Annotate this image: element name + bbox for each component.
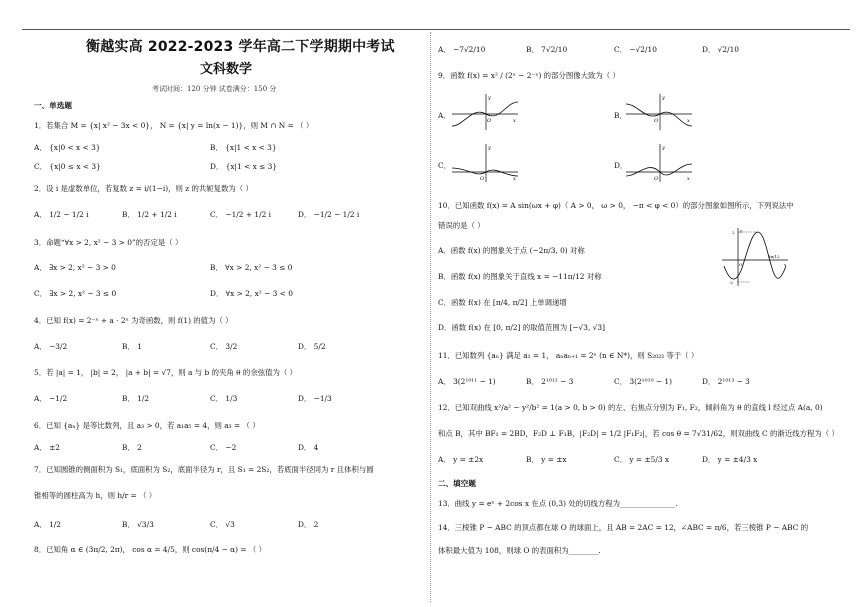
graph-b-y-label: y xyxy=(662,95,665,101)
question-12-line2: 和点 B，其中 BF₁ = 2BD，F₂D ⊥ F₁B，|F₂D| = 1/2 |F₁F₂|，若 cos θ = 7√31/62，则双曲线 C 的渐近线方程为（ ） xyxy=(438,429,839,438)
q2-option-a: A． 1/2 − 1/2 i xyxy=(34,210,89,219)
sine-x-label: x xyxy=(784,262,787,267)
graph-c-y-label: y xyxy=(488,145,491,151)
q3-option-c: C． ∃x > 2, x² − 3 ≤ 0 xyxy=(34,289,117,298)
q2-option-b: B． 1/2 + 1/2 i xyxy=(122,210,177,219)
question-7: 7．已知圆锥的侧面积为 S₁，底面积为 S₂，底面半径为 r，且 S₁ = 2S₂，若底面半径同为 r 且体积与圆 xyxy=(34,465,374,474)
q11-option-b: B． 2¹⁰¹² − 3 xyxy=(526,377,574,386)
q1-option-b: B． {x|1 < x < 3} xyxy=(210,143,277,152)
question-12: 12．已知双曲线 x²/a² − y²/b² = 1(a > 0, b > 0) 的左、右焦点分别为 F₁, F₂，倾斜角为 θ 的直线 l 经过点 A(a, 0) xyxy=(438,403,823,412)
graph-d-origin: O xyxy=(654,176,659,182)
q3-option-a: A． ∃x > 2, x² − 3 > 0 xyxy=(34,263,116,272)
question-1: 1．若集合 M = {x| x² − 3x < 0}， N = {x| y = ln(x − 1)}，则 M ∩ N = （ ） xyxy=(34,121,314,130)
q8-option-a: A． −7√2/10 xyxy=(438,45,486,54)
graph-b xyxy=(624,92,694,132)
graph-a-x-label: x xyxy=(513,118,516,124)
graph-d xyxy=(624,142,694,184)
q7-option-a: A． 1/2 xyxy=(34,520,61,529)
question-10: 10．已知函数 f(x) = A sin(ωx + φ)（ A > 0， ω > 0， −π < φ < 0）的部分图象如图所示，下列说法中 xyxy=(438,201,794,210)
q5-option-c: C． 1/3 xyxy=(210,394,238,403)
q10-option-a: A．函数 f(x) 的图象关于点 (−2π/3, 0) 对称 xyxy=(438,246,585,255)
q1-option-a: A． {x|0 < x < 3} xyxy=(34,143,101,152)
graph-c-origin: O xyxy=(480,176,485,182)
q4-option-a: A． −3/2 xyxy=(34,342,68,351)
q9-option-c: C． xyxy=(438,161,452,170)
graph-a xyxy=(450,92,520,132)
graph-d-x-label: x xyxy=(687,176,690,182)
q9-option-d: D． xyxy=(614,161,628,170)
q6-option-a: A． ±2 xyxy=(34,443,60,452)
sine-max-label: 2 xyxy=(732,230,735,235)
header-rule xyxy=(22,29,850,30)
graph-a-y-label: y xyxy=(488,95,491,101)
graph-c xyxy=(450,142,520,184)
question-2: 2．设 i 是虚数单位，若复数 z = i/(1−i)，则 z 的共轭复数为（ ） xyxy=(34,184,253,193)
q5-option-d: D． −1/3 xyxy=(298,394,332,403)
question-9: 9．函数 f(x) = x² / (2ˣ − 2⁻ˣ) 的部分图像大致为（ ） xyxy=(438,71,620,80)
q5-option-b: B． 1/2 xyxy=(122,394,150,403)
question-11: 11．已知数列 {aₙ} 满足 a₁ = 1， aₙaₙ₊₁ = 2ⁿ (n ∈ N*)，则 S₂₀₂₃ 等于（ ） xyxy=(438,351,699,360)
q6-option-b: B． 2 xyxy=(122,443,142,452)
q4-option-c: C． 3/2 xyxy=(210,342,238,351)
graph-c-x-label: x xyxy=(513,176,516,182)
q1-option-d: D． {x|1 < x ≤ 3} xyxy=(210,162,278,171)
q8-option-b: B． 7√2/10 xyxy=(526,45,568,54)
sine-origin: O xyxy=(739,262,743,267)
q2-option-c: C． −1/2 + 1/2 i xyxy=(210,210,271,219)
q2-option-d: D． −1/2 − 1/2 i xyxy=(298,210,360,219)
sine-y-label: y xyxy=(740,228,743,233)
q1-option-c: C． {x|0 ≤ x < 3} xyxy=(34,162,101,171)
q3-option-b: B． ∀x > 2, x² − 3 ≤ 0 xyxy=(210,263,293,272)
exam-meta: 考试时间：120 分钟 试卷满分：150 分 xyxy=(152,85,277,93)
graph-b-origin: O xyxy=(654,118,659,124)
q3-option-d: D． ∀x > 2, x² − 3 < 0 xyxy=(210,289,293,298)
q4-option-b: B． 1 xyxy=(122,342,142,351)
q5-option-a: A． −1/2 xyxy=(34,394,68,403)
sine-graph xyxy=(720,226,790,288)
q12-option-b: B． y = ±x xyxy=(526,455,567,464)
question-6: 6．已知 {aₙ} 是等比数列，且 a₃ > 0，若 a₁a₅ = 4，则 a₃ = （ ） xyxy=(34,421,260,430)
q10-option-b: B．函数 f(x) 的图象关于直线 x = −11π/12 对称 xyxy=(438,272,602,281)
q4-option-d: D． 5/2 xyxy=(298,342,326,351)
graph-b-x-label: x xyxy=(687,118,690,124)
q9-option-b: B． xyxy=(614,111,627,120)
question-13: 13．曲线 y = eˣ + 2cos x 在点 (0,3) 处的切线方程为_______________. xyxy=(438,499,678,508)
q8-option-d: D． √2/10 xyxy=(702,45,739,54)
exam-title: 衡越实高 2022-2023 学年高二下学期期中考试 xyxy=(86,39,395,55)
question-4: 4．已知 f(x) = 2⁻ˣ + a · 2ˣ 为奇函数，则 f(1) 的值为（ ） xyxy=(34,316,233,325)
q7-option-b: B． √3/3 xyxy=(122,520,154,529)
q11-option-a: A． 3(2¹⁰¹¹ − 1) xyxy=(438,377,496,386)
q11-option-c: C． 3(2¹⁰¹⁰ − 1) xyxy=(614,377,673,386)
exam-subtitle: 文科数学 xyxy=(200,62,253,77)
q8-option-c: C． −√2/10 xyxy=(614,45,657,54)
section-fill-blank: 二、填空题 xyxy=(438,479,476,488)
q7-option-d: D． 2 xyxy=(298,520,319,529)
q12-option-c: C． y = ±5/3 x xyxy=(614,455,670,464)
q6-option-d: D． 4 xyxy=(298,443,319,452)
question-3: 3．命题“∀x > 2, x² − 3 > 0”的否定是（ ） xyxy=(34,238,183,247)
section-single-choice: 一、单选题 xyxy=(34,101,72,110)
question-7-line2: 锥相等的圆柱高为 h，则 h/r = （ ） xyxy=(34,491,157,500)
sine-min-label: -2 xyxy=(729,280,733,285)
question-10-line2: 错误的是（ ） xyxy=(438,221,485,230)
sine-mark-label: 5π/12 xyxy=(768,254,780,259)
question-14-line2: 体积最大值为 108，则球 O 的表面积为________. xyxy=(438,546,601,555)
q7-option-c: C． √3 xyxy=(210,520,235,529)
column-divider xyxy=(430,32,431,602)
q12-option-a: A． y = ±2x xyxy=(438,455,484,464)
q10-option-c: C．函数 f(x) 在 [π/4, π/2] 上单调递增 xyxy=(438,298,567,307)
q11-option-d: D． 2¹⁰¹³ − 3 xyxy=(702,377,750,386)
question-8: 8．已知角 α ∈ (3π/2, 2π)， cos α = 4/5，则 cos(π/4 − α) = （ ） xyxy=(34,545,267,554)
question-5: 5．若 |a| = 1， |b| = 2， |a + b| = √7，则 a 与 b 的夹角 θ 的余弦值为（ ） xyxy=(34,368,298,377)
q6-option-c: C． −2 xyxy=(210,443,237,452)
graph-a-origin: O xyxy=(487,118,492,124)
graph-d-y-label: y xyxy=(662,145,665,151)
question-14: 14．三棱锥 P − ABC 的顶点都在球 O 的球面上，且 AB = 2AC = 12，∠ABC = π/6，若三棱锥 P − ABC 的 xyxy=(438,523,809,532)
q12-option-d: D． y = ±4/3 x xyxy=(702,455,758,464)
q10-option-d: D．函数 f(x) 在 [0, π/2] 的取值范围为 [−√3, √3] xyxy=(438,323,605,332)
q9-option-a: A． xyxy=(438,111,451,120)
